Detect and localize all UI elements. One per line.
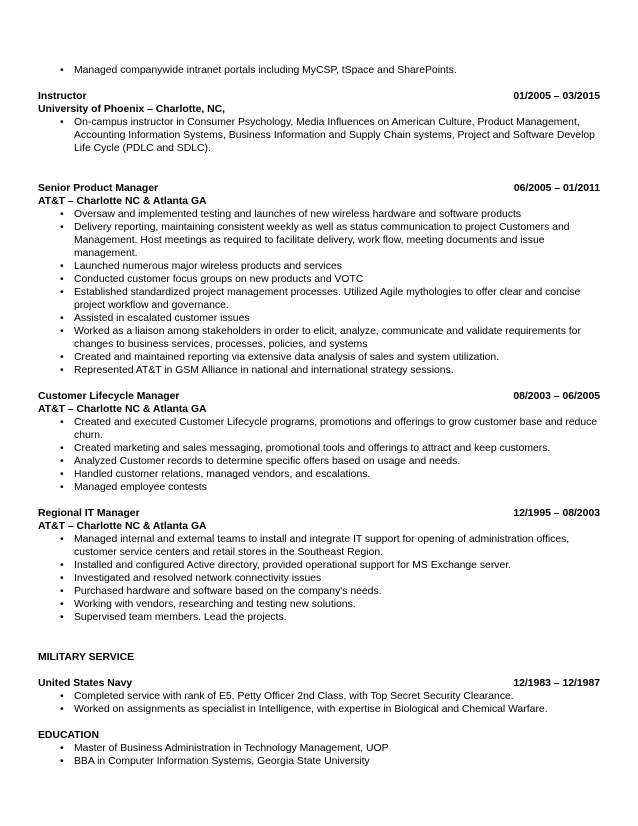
military-bullets [38,690,600,716]
job-org: AT&T – Charlotte NC & Atlanta GA [38,404,207,415]
job-dates: 08/2003 – 06/2005 [513,391,600,402]
list-item: • Oversaw and implemented testing and launches of new wireless hardware and software products [38,208,600,221]
list-item: • Created and executed Customer Lifecycle programs, promotions and offerings to grow customer base and reduce churn. [38,416,600,442]
job-org: University of Phoenix – Charlotte, NC, [38,104,226,115]
military-entry [38,677,600,716]
list-item: • Worked on assignments as specialist in Intelligence, with expertise in Biological and Chemical Warfare. [38,703,600,716]
job-entry-customer-lifecycle-manager [38,390,600,494]
military-heading: MILITARY SERVICE [38,652,135,663]
job-title: Customer Lifecycle Manager [38,391,180,402]
job-bullets [38,416,600,494]
resume-page [38,64,600,768]
job-entry-regional-it-manager [38,507,600,624]
list-item: • Conducted customer focus groups on new products and VOTC [38,273,600,286]
list-item: • Managed internal and external teams to install and integrate IT support for opening of administration offices, customer service centers and retail stores in the Southeast Region. [38,533,600,559]
list-item: • Managed employee contests [38,481,600,494]
list-item: • Represented AT&T in GSM Alliance in national and international strategy sessions. [38,364,600,377]
job-entry-instructor [38,90,600,155]
job-entry-senior-product-manager [38,182,600,377]
job-org: AT&T – Charlotte NC & Atlanta GA [38,196,207,207]
list-item: • Working with vendors, researching and testing new solutions. [38,598,600,611]
list-item: • Established standardized project management processes. Utilized Agile mythologies to offer clear and concise project workflow and governance. [38,286,600,312]
job-bullets [38,208,600,377]
military-title: United States Navy [38,678,133,689]
list-item: • Worked as a liaison among stakeholders in order to elicit, analyze, communicate and validate requirements for changes to business services, processes, policies, and systems [38,325,600,351]
job-bullets [38,116,600,155]
list-item: • Completed service with rank of E5, Petty Officer 2nd Class, with Top Secret Security Clearance. [38,690,600,703]
military-dates: 12/1983 – 12/1987 [513,678,600,689]
job-title: Regional IT Manager [38,508,140,519]
list-item: • Delivery reporting, maintaining consistent weekly as well as status communication to project Customers and Management. Host meetings as required to facilitate delivery, work flow, meeting documents and issue management. [38,221,600,260]
list-item: • Purchased hardware and software based on the company's needs. [38,585,600,598]
list-item: • BBA in Computer Information Systems, Georgia State University [38,755,600,768]
job-title: Instructor [38,91,87,102]
job-dates: 12/1995 – 08/2003 [513,508,600,519]
list-item: • Created and maintained reporting via extensive data analysis of sales and system utilization. [38,351,600,364]
education-heading: EDUCATION [38,730,99,741]
education-bullets [38,742,600,768]
list-item: • Managed companywide intranet portals including MyCSP, tSpace and SharePoints. [38,64,600,77]
job-bullets [38,533,600,624]
list-item: • Created marketing and sales messaging, promotional tools and offerings to attract and keep customers. [38,442,600,455]
list-item: • Master of Business Administration in Technology Management, UOP [38,742,600,755]
list-item: • Launched numerous major wireless products and services [38,260,600,273]
list-item: • Handled customer relations, managed vendors, and escalations. [38,468,600,481]
list-item: • Investigated and resolved network connectivity issues [38,572,600,585]
list-item: • Installed and configured Active directory, provided operational support for MS Exchange server. [38,559,600,572]
job-dates: 06/2005 – 01/2011 [513,183,600,194]
top-bullet-list [38,64,600,77]
list-item: • Assisted in escalated customer issues [38,312,600,325]
job-title: Senior Product Manager [38,183,159,194]
list-item: • Analyzed Customer records to determine specific offers based on usage and needs. [38,455,600,468]
list-item: • On-campus instructor in Consumer Psychology, Media Influences on American Culture, Product Management, Accounting Information Systems, Business Information and Supply Chain systems, Project and Software Develop Life Cycle (PDLC and SDLC). [38,116,600,155]
job-dates: 01/2005 – 03/2015 [513,91,600,102]
list-item: • Supervised team members. Lead the projects. [38,611,600,624]
job-org: AT&T – Charlotte NC & Atlanta GA [38,521,207,532]
